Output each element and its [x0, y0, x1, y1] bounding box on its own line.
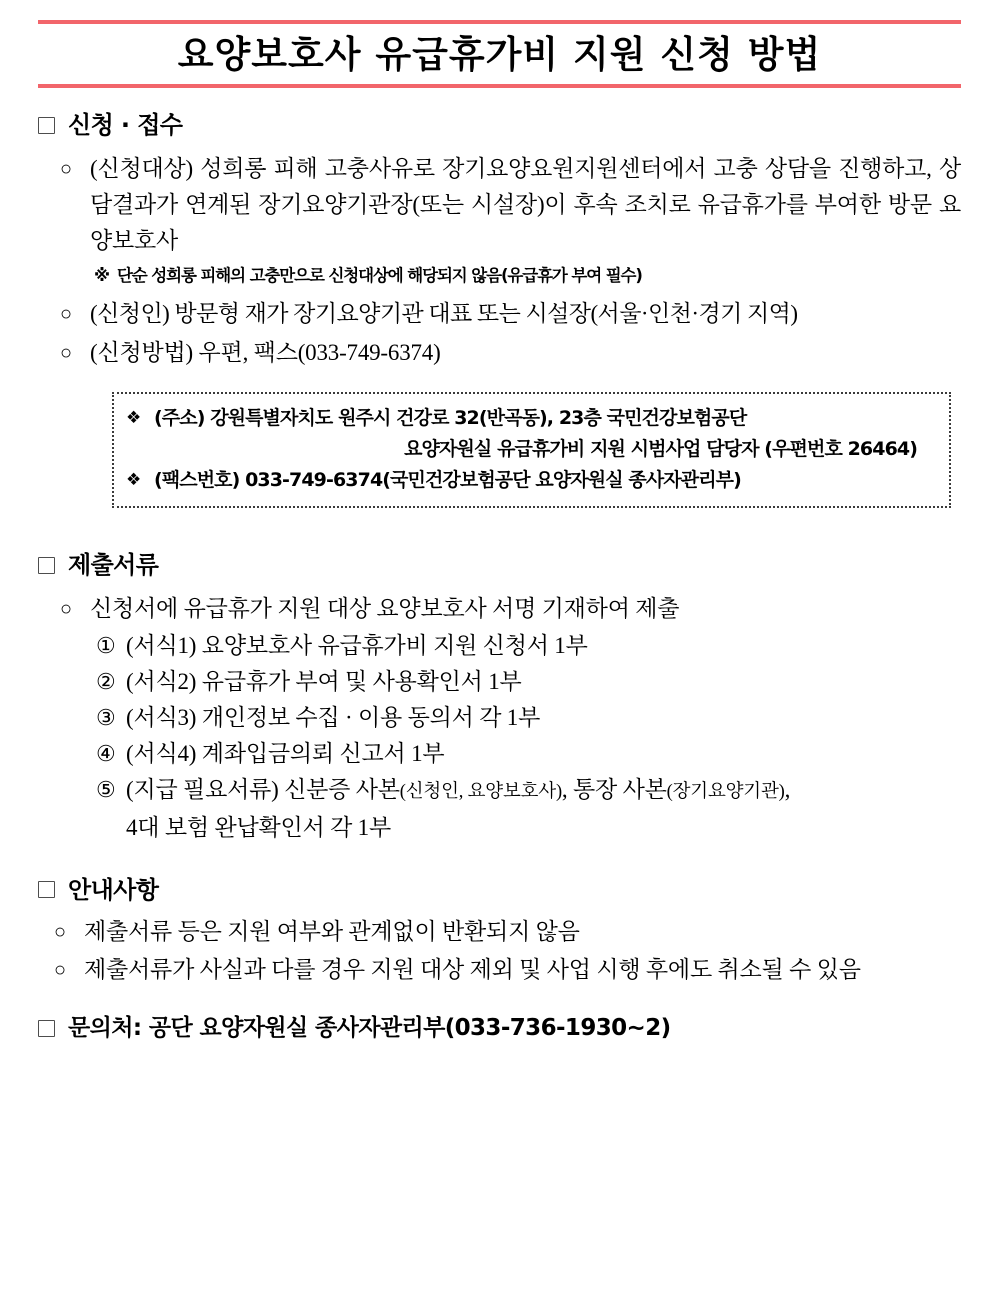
- list-item: [96, 700, 961, 736]
- list-item-text: (서식1) 요양보호사 유급휴가비 지원 신청서 1부: [126, 632, 588, 658]
- section-header-documents: [38, 552, 961, 578]
- circle-bullet-icon: ○: [54, 921, 67, 944]
- list-item: [96, 664, 961, 700]
- square-bullet-icon: [38, 1020, 55, 1037]
- note-text-exclusion: 단순 성희롱 피해의 고충만으로 신청대상에 해당되지 않음(유급휴가 부여 필수): [116, 266, 642, 286]
- documents-numbered-list: [38, 628, 961, 846]
- address-info-box: [112, 392, 951, 508]
- contact-row: [0, 1016, 999, 1041]
- contact-text: 문의처: 공단 요양자원실 종사자관리부(033-736-1930~2): [68, 1015, 671, 1042]
- bullet-text-documents-lead: 신청서에 유급휴가 지원 대상 요양보호사 서명 기재하여 제출: [90, 595, 680, 621]
- list-item: [96, 736, 961, 772]
- address-row: [126, 403, 935, 434]
- bullet-notice-2: [38, 952, 961, 988]
- circle-bullet-icon: ○: [60, 303, 73, 326]
- square-bullet-icon: [38, 557, 55, 574]
- document-title-block: [38, 20, 961, 88]
- title-bottom-rule: [38, 84, 961, 88]
- section-documents: [0, 552, 999, 845]
- address-line-1: (주소) 강원특별자치도 원주시 건강로 32(반곡동), 23층 국민건강보험공단: [154, 407, 747, 430]
- section-header-notice: [38, 877, 961, 903]
- section-application: [0, 112, 999, 508]
- list-item-text-main-b: , 통장 사본: [561, 776, 667, 802]
- bullet-text-application-method: (신청방법) 우편, 팩스(033-749-6374): [90, 340, 441, 366]
- fax-line: (팩스번호) 033-749-6374(국민건강보험공단 요양자원실 종사자관리부): [154, 469, 741, 492]
- circle-bullet-icon: ○: [54, 959, 67, 982]
- list-item-text: (서식4) 계좌입금의뢰 신고서 1부: [126, 740, 445, 766]
- list-item-text-small-a: (신청인, 요양보호사): [399, 781, 562, 802]
- list-item: [96, 628, 961, 664]
- diamond-bullet-icon: ❖: [126, 408, 141, 429]
- list-item-text: (서식3) 개인정보 수집 · 이용 동의서 각 1부: [126, 704, 541, 730]
- address-line-2: 요양자원실 유급휴가비 지원 시범사업 담당자 (우편번호 26464): [404, 438, 917, 461]
- list-number: ①: [96, 632, 116, 658]
- bullet-text-application-target: (신청대상) 성희롱 피해 고충사유로 장기요양요원지원센터에서 고충 상담을 진행하고, 상담결과가 연계된 장기요양기관장(또는 시설장)이 후속 조치로 유급휴가를 부여한 방문 요양보호사: [90, 156, 961, 254]
- list-item-continuation: 4대 보험 완납확인서 각 1부: [126, 814, 391, 840]
- section-title-application: 신청 · 접수: [68, 111, 183, 139]
- page-title: 요양보호사 유급휴가비 지원 신청 방법: [177, 33, 822, 76]
- document-page: [0, 20, 999, 1302]
- address-row-continuation: [126, 434, 935, 465]
- bullet-text-notice-2: 제출서류가 사실과 다를 경우 지원 대상 제외 및 사업 시행 후에도 취소될 수 있음: [84, 957, 861, 983]
- bullet-text-notice-1: 제출서류 등은 지원 여부와 관계없이 반환되지 않음: [84, 919, 580, 945]
- note-row-exclusion: [38, 261, 961, 291]
- list-number: ②: [96, 668, 116, 694]
- list-number: ④: [96, 740, 116, 766]
- circle-bullet-icon: ○: [60, 342, 73, 365]
- bullet-text-applicant: (신청인) 방문형 재가 장기요양기관 대표 또는 시설장(서울·인천·경기 지역): [90, 301, 798, 327]
- bullet-application-method: [38, 335, 961, 371]
- circle-bullet-icon: ○: [60, 597, 73, 620]
- list-item-text: (서식2) 유급휴가 부여 및 사용확인서 1부: [126, 668, 522, 694]
- section-title-notice: 안내사항: [68, 875, 159, 904]
- bullet-applicant: [38, 296, 961, 332]
- bullet-application-target: [38, 151, 961, 259]
- list-item-text: [126, 772, 961, 810]
- section-notice: [0, 877, 999, 988]
- reference-mark-icon: ※: [94, 266, 109, 286]
- bullet-documents-lead: [38, 591, 961, 627]
- circle-bullet-icon: ○: [60, 158, 73, 181]
- list-item-text-small-b: (장기요양기관): [666, 781, 785, 802]
- fax-row: [126, 465, 935, 496]
- section-header-application: [38, 112, 961, 138]
- square-bullet-icon: [38, 117, 55, 134]
- list-item-text-main-c: ,: [784, 776, 791, 802]
- list-number: ⑤: [96, 776, 116, 802]
- list-item-text-main-a: (지급 필요서류) 신분증 사본: [126, 776, 400, 802]
- section-title-documents: 제출서류: [68, 551, 159, 580]
- bullet-notice-1: [38, 914, 961, 950]
- list-number: ③: [96, 704, 116, 730]
- diamond-bullet-icon: ❖: [126, 470, 141, 491]
- list-item: [96, 772, 961, 810]
- square-bullet-icon: [38, 881, 55, 898]
